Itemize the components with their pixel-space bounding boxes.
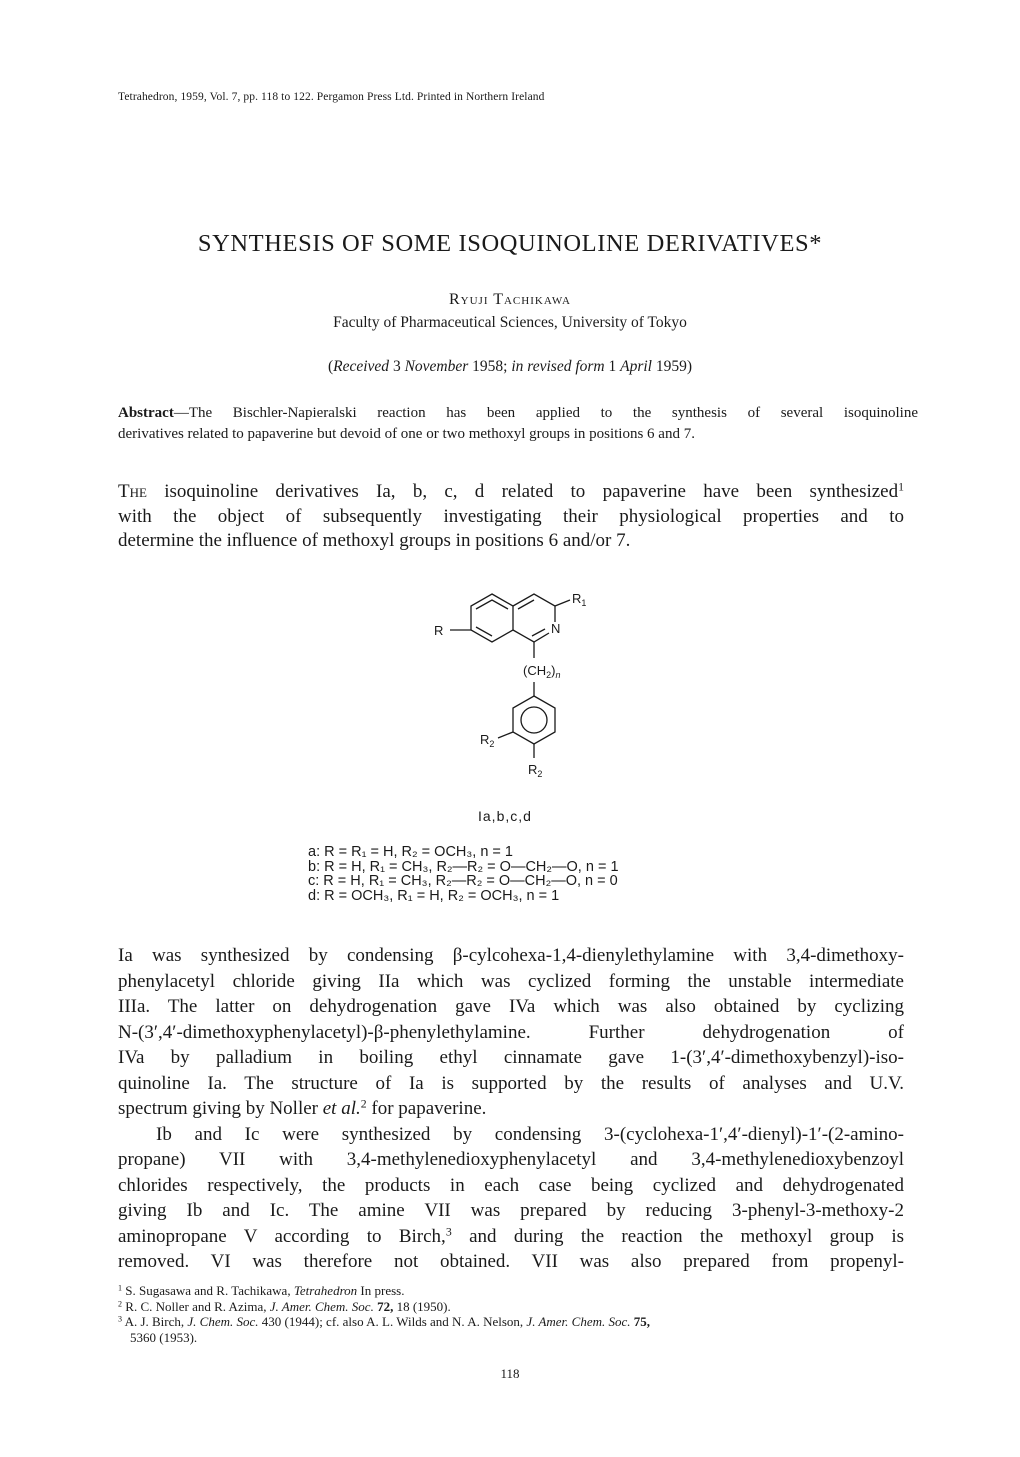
abstract-text-1: —The Bischler-Napieralski reaction has been applied to the synthesis of several isoquinoline [173, 405, 918, 421]
pyridine-ring-lower [513, 630, 549, 642]
isoquinoline-structure [420, 578, 620, 788]
intro-lead-word: The [118, 481, 147, 502]
received-dates [0, 358, 1020, 376]
footnote-1 [118, 1283, 918, 1299]
body-p2-line-5 [118, 1224, 904, 1250]
pyridine-inner-bond-2 [532, 629, 545, 636]
author-affiliation: Faculty of Pharmaceutical Sciences, University of Tokyo [333, 314, 687, 331]
variant-d: d: R = OCH₃, R₁ = H, R₂ = OCH₃, n = 1 [308, 887, 560, 904]
footnote-3-authors: A. J. Birch, [122, 1314, 188, 1329]
received-open: ( [327, 358, 334, 375]
footnote-ref-1: 1 [898, 480, 904, 494]
body-p2-line-5-a: aminopropane V according to Birch, [118, 1225, 446, 1247]
variant-b: b: R = H, R₁ = CH₃, R₂—R₂ = O—CH₂—O, n = 1 [308, 858, 619, 875]
received-month: November [404, 358, 469, 375]
body-text [118, 943, 904, 1275]
footnote-3-number: 3 [118, 1314, 123, 1324]
footnote-1-journal: Tetrahedron [293, 1283, 358, 1298]
journal-header: Tetrahedron, 1959, Vol. 7, pp. 118 to 122. Pergamon Press Ltd. Printed in Northern Ireland [118, 91, 545, 103]
body-p1-line-3: IIIa. The latter on dehydrogenation gave IVa which was also obtained by cyclizing [118, 996, 904, 1017]
body-p1-line-7-a: spectrum giving by Noller [118, 1098, 323, 1119]
body-p1-line-7-b: for papaverine. [366, 1098, 487, 1119]
body-p2-line-2: propane) VII with 3,4-methylenedioxyphenylacetyl and 3,4-methylenedioxybenzoyl [118, 1149, 904, 1170]
received-date: 3 [389, 358, 405, 375]
intro-line-3: determine the influence of methoxyl groups in positions 6 and/or 7. [118, 530, 631, 551]
benzo-inner-bond-1 [476, 600, 508, 609]
body-p2-line-6: removed. VI was therefore not obtained. VII was also prepared from propenyl- [118, 1251, 904, 1272]
author-name: Ryuji Tachikawa [449, 291, 571, 308]
body-p1-line-2: phenylacetyl chloride giving IIa which was cyclized forming the unstable intermediate [118, 970, 904, 992]
variant-definitions [308, 845, 619, 903]
footnote-2-number: 2 [118, 1299, 123, 1309]
phenyl-aromatic-circle [521, 707, 547, 733]
benzo-ring [471, 594, 513, 642]
intro-line-2: with the object of subsequently investigating their physiological properties and to [118, 505, 904, 527]
body-p1-line-1: Ia was synthesized by condensing β-cylcohexa-1,4-dienylethylamine with 3,4-dimethoxy- [118, 945, 904, 966]
r2-bottom-label: $R_2$ [528, 762, 543, 779]
body-p1-line-7 [118, 1096, 904, 1122]
footnote-1-number: 1 [118, 1283, 123, 1293]
page-number: 118 [500, 1366, 520, 1381]
body-p2-line-5-b: and during the reaction the methoxyl group is [451, 1225, 904, 1247]
r-label: R [434, 623, 444, 638]
r2-left-label: $R_2$ [480, 732, 495, 749]
footnotes [118, 1283, 918, 1345]
revised-year: 1959) [651, 358, 693, 375]
footnote-2-pages: 18 (1950). [393, 1298, 451, 1314]
revised-label: in revised form [511, 358, 605, 375]
footnote-1-authors: S. Sugasawa and R. Tachikawa, [122, 1283, 294, 1298]
revised-day: 1 [604, 358, 621, 375]
footnote-3-volume: 75, [630, 1314, 651, 1329]
r1-label: $R_1$ [572, 591, 587, 608]
et-al: et al. [322, 1098, 361, 1119]
methylene-chain-label: $(CH_2)_n$ [523, 663, 561, 680]
footnote-ref-2: 2 [360, 1097, 367, 1111]
intro-line-1-text: isoquinoline derivatives Ia, b, c, d related to papaverine have been synthesized [146, 481, 899, 502]
footnote-2-authors: R. C. Noller and R. Azima, [122, 1298, 270, 1314]
body-p2-line-4: giving Ib and Ic. The amine VII was prepared by reducing 3-phenyl-3-methoxy-2 [118, 1200, 904, 1221]
article-title: SYNTHESIS OF SOME ISOQUINOLINE DERIVATIVES* [197, 230, 823, 257]
abstract-label: Abstract [118, 405, 174, 421]
r2-left-bond [498, 732, 513, 738]
variant-a: a: R = R₁ = H, R₂ = OCH₃, n = 1 [308, 844, 513, 860]
footnote-3 [118, 1314, 918, 1330]
footnote-1-status: In press. [357, 1283, 405, 1298]
footnote-3-middle: 430 (1944); cf. also A. L. Wilds and N. A. Nelson, [258, 1314, 527, 1329]
footnote-3-journal-2: J. Amer. Chem. Soc. [526, 1314, 631, 1329]
nitrogen-label: N [551, 621, 561, 636]
revised-month: April [620, 358, 652, 375]
body-p2-line-3: chlorides respectively, the products in each case being cyclized and dehydrogenated [118, 1174, 904, 1196]
body-p1-line-4: N-(3′,4′-dimethoxyphenylacetyl)-β-phenylethylamine. Further dehydrogenation of [118, 1021, 904, 1043]
footnote-3-journal-1: J. Chem. Soc. [187, 1314, 259, 1329]
footnote-ref-3: 3 [445, 1225, 452, 1239]
r1-bond [555, 600, 570, 606]
intro-line-1 [118, 480, 904, 505]
abstract-line-1 [118, 403, 918, 424]
compound-label: Ia,b,c,d [478, 808, 532, 824]
abstract [118, 403, 918, 445]
footnote-2 [118, 1299, 918, 1315]
phenyl-ring [513, 696, 555, 744]
abstract-line-2: derivatives related to papaverine but devoid of one or two methoxyl groups in positions 6 and 7. [118, 426, 695, 442]
body-p1-line-5: IVa by palladium in boiling ethyl cinnamate gave 1-(3′,4′-dimethoxybenzyl)-iso- [118, 1047, 904, 1068]
variant-c: c: R = H, R₁ = CH₃, R₂—R₂ = O—CH₂—O, n = 0 [308, 873, 618, 889]
footnote-2-journal: J. Amer. Chem. Soc. [269, 1298, 374, 1314]
received-year: 1958; [468, 358, 512, 375]
received-label: Received [333, 358, 390, 375]
footnote-2-volume: 72, [373, 1298, 394, 1314]
intro-paragraph [118, 480, 904, 554]
body-p2-line-1: Ib and Ic were synthesized by condensing 3-(cyclohexa-1′,4′-dienyl)-1′-(2-amino- [156, 1123, 904, 1145]
footnote-3-continued: 5360 (1953). [130, 1329, 198, 1345]
body-p1-line-6: quinoline Ia. The structure of Ia is supported by the results of analyses and U.V. [118, 1072, 904, 1094]
